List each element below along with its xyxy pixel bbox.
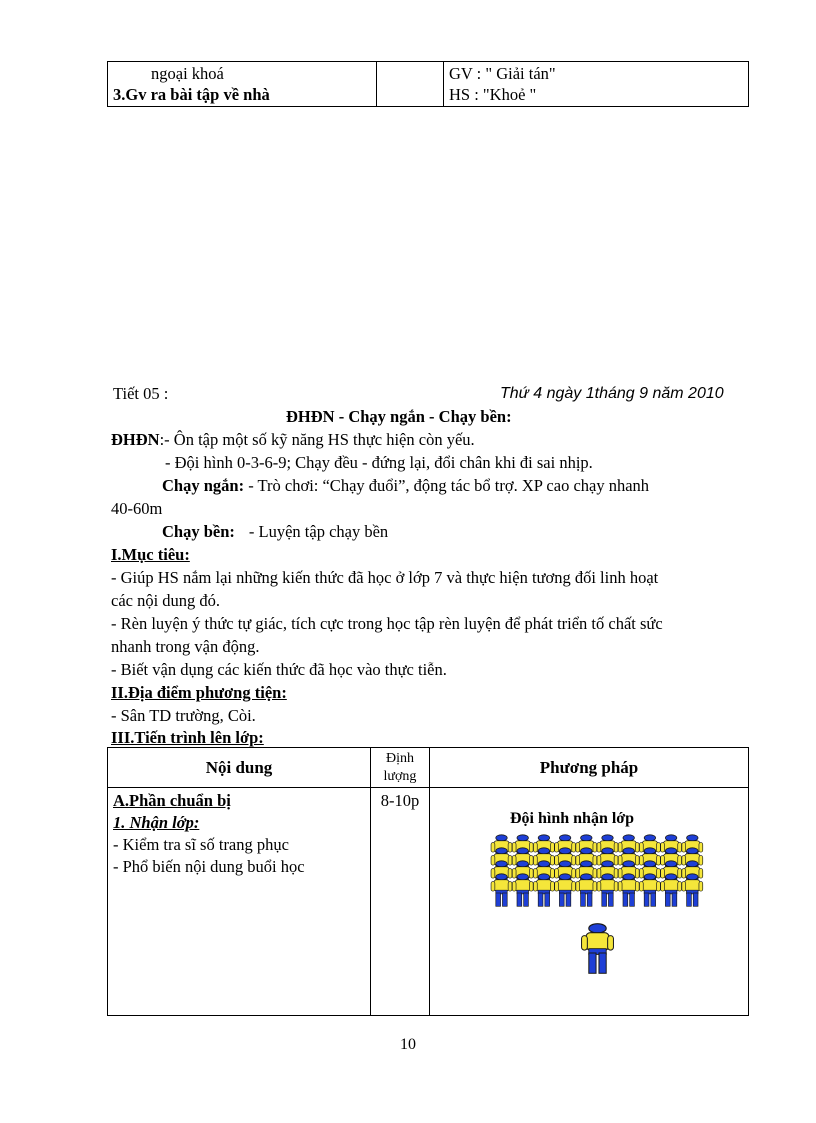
title-dhdn: ĐHĐN: [286, 407, 335, 426]
title-sep-2: -: [424, 407, 439, 426]
top-continuation-table: [107, 61, 749, 107]
formation-diagram: [430, 788, 748, 1016]
dhdn-label: ĐHĐN: [111, 430, 160, 449]
title-sep-1: -: [334, 407, 349, 426]
student-figure-r4-c6: [597, 874, 618, 906]
top-table-hs-line: HS : "Khoẻ ": [449, 85, 537, 104]
chay-ben-line: [162, 521, 388, 543]
title-chay-ngan: Chạy ngắn: [348, 407, 425, 426]
item-line-1: - Kiểm tra sĩ số trang phục: [113, 835, 289, 854]
objectives-heading: I.Mục tiêu:: [111, 545, 190, 564]
top-table-gv-line: GV : " Giải tán": [449, 64, 556, 83]
top-table-empty-cell: [377, 62, 444, 107]
student-figure-r4-c10: [682, 874, 703, 906]
item-line-2: - Phổ biến nội dung buổi học: [113, 857, 305, 876]
title-chay-ben: Chạy bền:: [438, 407, 512, 426]
top-table-line1: ngoại khoá: [151, 64, 224, 83]
header-method: Phương pháp: [430, 748, 749, 788]
header-duration-line2: lượng: [383, 768, 417, 784]
dhdn-text: :- Ôn tập một số kỹ năng HS thực hiện còn yếu.: [159, 430, 475, 449]
objectives-line-3: - Rèn luyện ý thức tự giác, tích cực trong học tập rèn luyện để phát triển tố chất sức: [111, 614, 663, 633]
content-cell: [108, 788, 371, 1016]
header-duration-line1: Định: [386, 750, 414, 766]
header-content: Nội dung: [108, 748, 371, 788]
top-table-line2: 3.Gv ra bài tập về nhà: [113, 85, 270, 104]
objectives-line-5: - Biết vận dụng các kiến thức đã học vào thực tiễn.: [111, 660, 447, 679]
chay-ngan-continuation: 40-60m: [111, 499, 163, 518]
location-line-1: - Sân TD trường, Còi.: [111, 706, 256, 725]
chay-ngan-text: - Trò chơi: “Chạy đuổi”, động tác bổ trợ. XP cao chạy nhanh: [244, 476, 650, 495]
top-table-method-cell: [444, 62, 749, 107]
student-figure-r4-c4: [555, 874, 576, 906]
method-cell: [430, 788, 749, 1016]
duration-cell: [371, 788, 430, 1016]
teacher-figure: [582, 924, 614, 974]
procedure-heading: III.Tiến trình lên lớp:: [111, 728, 264, 747]
student-figure-r4-c3: [533, 874, 554, 906]
location-heading: II.Địa điểm phương tiện:: [111, 683, 287, 702]
chay-ben-label: Chạy bền:: [162, 522, 235, 541]
formation-title: Đội hình nhận lớp: [510, 810, 635, 827]
student-figure-r4-c1: [491, 874, 512, 906]
period-label: Tiết 05 :: [113, 384, 169, 403]
chay-ngan-line: [162, 475, 649, 497]
chay-ben-text: - Luyện tập chạy bền: [248, 522, 389, 541]
lesson-title: [286, 406, 512, 428]
dhdn-line: [111, 429, 475, 451]
objectives-line-4: nhanh trong vận động.: [111, 637, 260, 656]
student-figure-r4-c2: [512, 874, 533, 906]
objectives-line-1: - Giúp HS nắm lại những kiến thức đã học ở lớp 7 và thực hiện tương đối linh hoạt: [111, 568, 659, 587]
section-title: A.Phần chuẩn bị: [113, 791, 231, 810]
chay-ngan-label: Chạy ngắn:: [162, 476, 245, 495]
student-figure-r4-c9: [661, 874, 682, 906]
header-duration: [371, 748, 430, 788]
lesson-plan-table: [107, 747, 749, 1016]
item-title: 1. Nhận lớp:: [113, 813, 200, 832]
dhdn-sub-line: - Đội hình 0-3-6-9; Chạy đều - đứng lại, đổi chân khi đi sai nhịp.: [165, 453, 593, 472]
page-number: 10: [400, 1036, 416, 1053]
top-table-content-cell: [108, 62, 377, 107]
lesson-date: Thứ 4 ngày 1tháng 9 năm 2010: [500, 385, 724, 402]
student-figure-r4-c8: [639, 874, 660, 906]
student-figure-r4-c7: [618, 874, 639, 906]
student-figure-r4-c5: [576, 874, 597, 906]
objectives-line-2: các nội dung đó.: [111, 591, 221, 610]
duration-value: 8-10p: [380, 791, 420, 810]
